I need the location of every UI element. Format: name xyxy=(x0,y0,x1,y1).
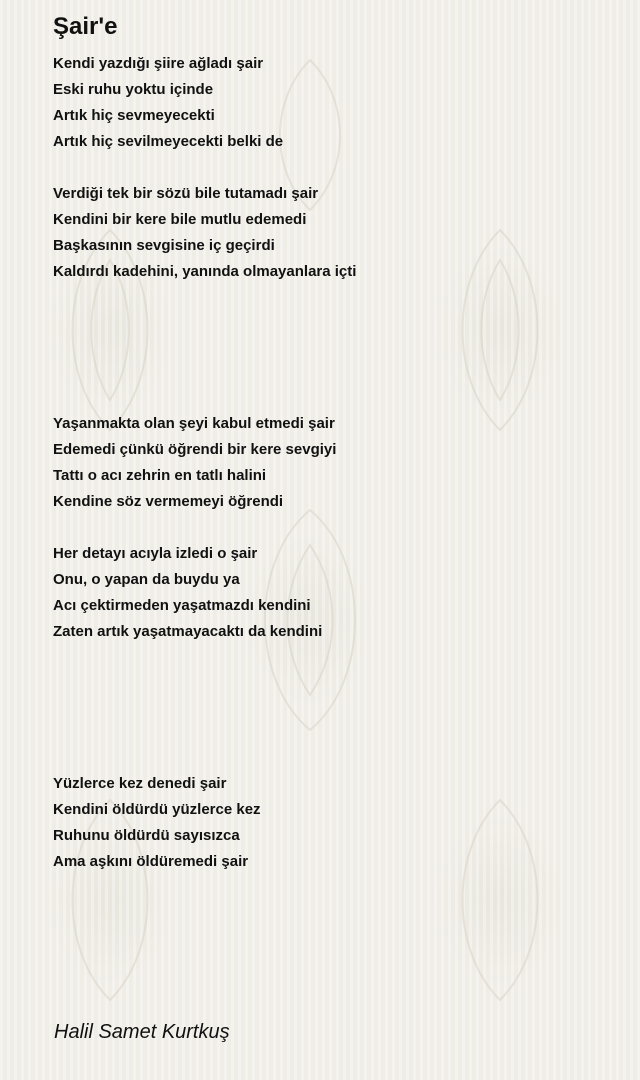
poem-line: Yüzlerce kez denedi şair xyxy=(53,775,227,792)
poem-line: Onu, o yapan da buydu ya xyxy=(53,571,240,588)
stanza-4 xyxy=(53,541,322,645)
stanza-2 xyxy=(53,181,356,285)
poem-line: Tattı o acı zehrin en tatlı halini xyxy=(53,467,267,484)
poem-line: Eski ruhu yoktu içinde xyxy=(53,81,214,98)
poem-line: Kendi yazdığı şiire ağladı şair xyxy=(53,55,264,72)
stanza-5 xyxy=(53,771,261,875)
poem-line: Artık hiç sevmeyecekti xyxy=(53,107,215,124)
stanza-3 xyxy=(53,411,336,515)
poem-line: Zaten artık yaşatmayacaktı da kendini xyxy=(53,623,323,640)
poem-line: Başkasının sevgisine iç geçirdi xyxy=(53,237,275,254)
poem-line: Edemedi çünkü öğrendi bir kere sevgiyi xyxy=(53,441,337,458)
poem-line: Ama aşkını öldüremedi şair xyxy=(53,853,249,870)
poem-line: Artık hiç sevilmeyecekti belki de xyxy=(53,133,284,150)
poem-line: Verdiği tek bir sözü bile tutamadı şair xyxy=(53,185,319,202)
poem-line: Kaldırdı kadehini, yanında olmayanlara içti xyxy=(53,263,357,280)
poem-title: Şair'e xyxy=(53,13,118,40)
poem-line: Kendini bir kere bile mutlu edemedi xyxy=(53,211,307,228)
poem-line: Kendini öldürdü yüzlerce kez xyxy=(53,801,261,818)
poem-line: Ruhunu öldürdü sayısızca xyxy=(53,827,240,844)
poem-line: Yaşanmakta olan şeyi kabul etmedi şair xyxy=(53,415,335,432)
poem-line: Kendine söz vermemeyi öğrendi xyxy=(53,493,284,510)
poem-line: Her detayı acıyla izledi o şair xyxy=(53,545,258,562)
poem-author: Halil Samet Kurtkuş xyxy=(54,1021,230,1043)
stanza-1 xyxy=(53,51,283,155)
poem-line: Acı çektirmeden yaşatmazdı kendini xyxy=(53,597,311,614)
